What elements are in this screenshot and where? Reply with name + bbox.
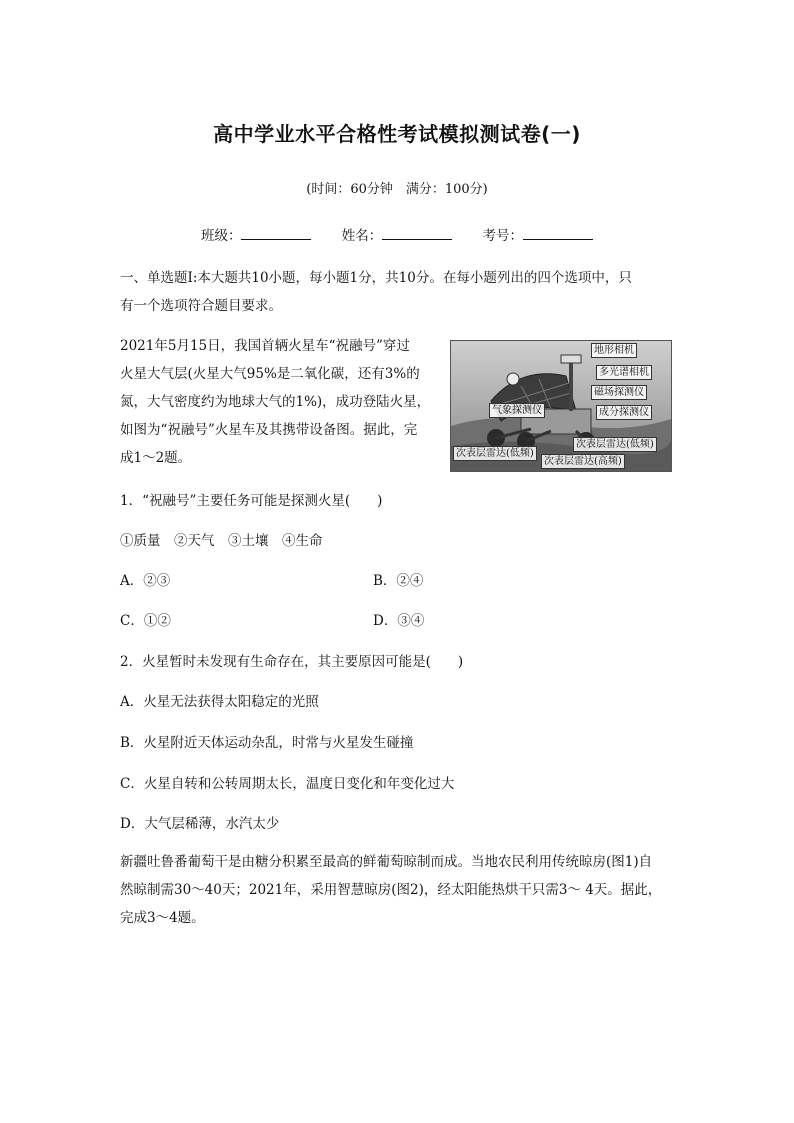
q1-options-list: ①质量 ②天气 ③土壤 ④生命 — [120, 533, 323, 549]
passage2 — [120, 848, 690, 932]
passage1-line: 火星大气层(火星大气95%是二氧化碳，还有3%的 — [120, 366, 420, 382]
label-magnetometer: 磁场探测仪 — [591, 385, 647, 400]
label-terrain-camera: 地形相机 — [591, 343, 637, 358]
section1-heading-line2: 有一个选项符合题目要求。 — [120, 298, 282, 314]
passage1 — [120, 332, 445, 472]
q2-stem: 2．火星暂时未发现有生命存在，其主要原因可能是( ) — [120, 654, 464, 670]
section1-heading-line1: 一、单选题Ⅰ:本大题共10小题，每小题1分，共10分。在每小题列出的四个选项中，只 — [120, 270, 632, 286]
passage1-line: 2021年5月15日，我国首辆火星车“祝融号”穿过 — [120, 338, 410, 354]
q2-option-a[interactable]: A．火星无法获得太阳稳定的光照 — [120, 694, 319, 710]
id-label: 考号： — [482, 228, 524, 244]
page-title: 高中学业水平合格性考试模拟测试卷(一) — [213, 122, 581, 146]
label-subsurface-radar-high: 次表层雷达(高频) — [541, 454, 625, 469]
class-label: 班级： — [200, 228, 242, 244]
passage2-line: 完成3～4题。 — [120, 910, 205, 926]
q1-option-a[interactable]: A．②③ — [120, 573, 171, 589]
label-composition-detector: 成分探测仪 — [596, 405, 652, 420]
q2-option-c[interactable]: C．火星自转和公转周期太长，温度日变化和年变化过大 — [120, 776, 455, 792]
q2-option-d[interactable]: D．大气层稀薄，水汽太少 — [120, 816, 280, 832]
label-multispectral-camera: 多光谱相机 — [596, 365, 652, 380]
name-label: 姓名： — [341, 228, 383, 244]
passage1-line: 氮，大气密度约为地球大气的1%)，成功登陆火星， — [120, 394, 431, 410]
q1-option-b[interactable]: B．②④ — [373, 573, 424, 589]
name-field[interactable] — [382, 225, 452, 240]
label-subsurface-radar-low-right: 次表层雷达(低频) — [573, 437, 657, 452]
class-field[interactable] — [241, 225, 311, 240]
passage2-line: 新疆吐鲁番葡萄干是由糖分积累至最高的鲜葡萄晾制而成。当地农民利用传统晾房(图1)自 — [120, 854, 653, 870]
passage2-line: 然晾制需30～40天；2021年，采用智慧晾房(图2)，经太阳能热烘干只需3～ 4天。据此， — [120, 882, 662, 898]
mars-rover-figure — [450, 340, 672, 472]
passage1-line: 如图为“祝融号”火星车及其携带设备图。据此，完 — [120, 422, 418, 438]
student-info-row — [0, 224, 794, 244]
label-subsurface-radar-low-left: 次表层雷达(低频) — [453, 446, 537, 461]
exam-time-info: (时间：60分钟 满分：100分) — [306, 182, 488, 197]
passage1-line: 成1～2题。 — [120, 450, 192, 466]
label-weather-instrument: 气象探测仪 — [489, 403, 545, 418]
section1-heading — [120, 264, 690, 320]
q1-option-c[interactable]: C．①② — [120, 613, 171, 629]
q1-stem: 1．“祝融号”主要任务可能是探测火星( ) — [120, 493, 383, 509]
id-field[interactable] — [523, 225, 593, 240]
q1-option-d[interactable]: D．③④ — [373, 613, 425, 629]
q2-option-b[interactable]: B．火星附近天体运动杂乱，时常与火星发生碰撞 — [120, 735, 414, 751]
